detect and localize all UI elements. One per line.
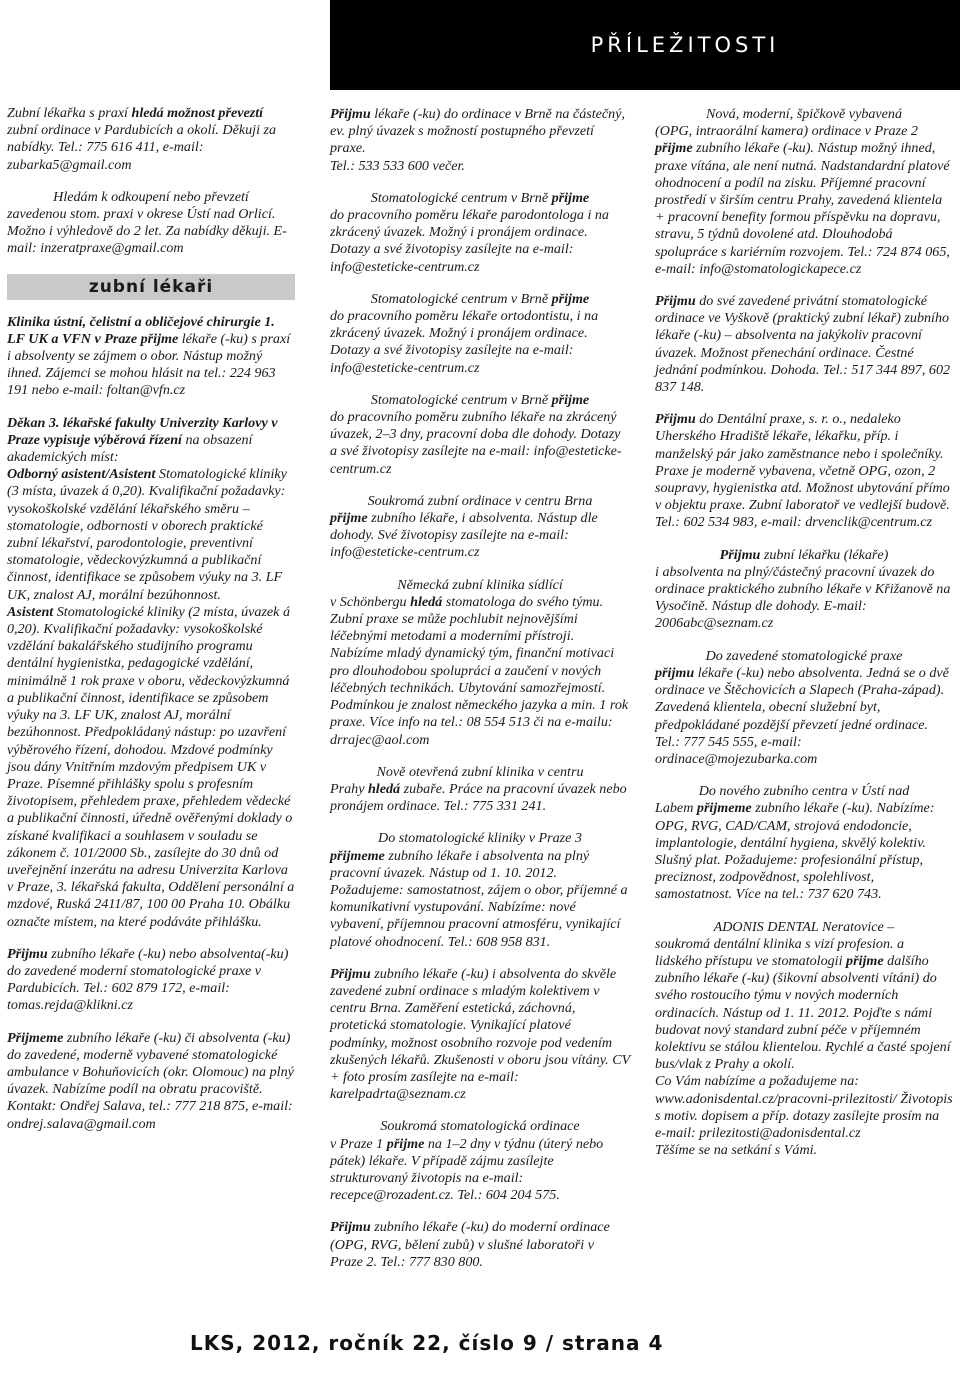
ad-item: Přijmu do své zavedené privátní stomatologické ordinace ve Vyškově (praktický zubní lékař) zubního lékaře (-ku) – absolventa na jakýkoliv pracovní úvazek. Možnost přenechání ordinace. Čestné jednání podmínkou. Dohoda. Tel.: 517 344 897, 602 837 148.	[655, 293, 951, 396]
ad-item: Přijmu do Dentální praxe, s. r. o., nedaleko Uherského Hradiště lékaře, lékařku, příp. i manželský pár jako zaměstnance nebo i společníky. Praxe je moderně vybavena, včetně OPG, ozon, 2 soupravy, hygienistka atd. Možnost ubytování přímo v objektu praxe. Zubní laboratoř ve vedlejší budově. Tel.: 602 534 983, e-mail: drvenclik@centrum.cz	[655, 411, 950, 531]
footer-text: LKS, 2012, ročník 22, číslo 9 / strana 4	[190, 1331, 664, 1355]
ad-item: ADONIS DENTAL Neratovice – soukromá dentální klinika s vizí profesion. a lidského přístupu ve stomatologii přijme dalšího zubního lékaře (-ku) (šikovní absolventi vítáni) do svého rostoucího týmu v nových moderních ordinacích. Nástup od 1. 11. 2012. Pojďte s námi budovat nový standard zubní péče v příjemném kolektivu se stálou klientelou. Rychlé a časté spojení bus/vlak z Prahy a okolí. Co Vám nabízíme a požadujeme na: www.adonisdental.cz/pracovni-prilezitosti/ Životopis s motiv. dopisem a příp. dotazy zasílejte prosím na e-mail: prilezitosti@adonisdental.cz Těšíme se na setkání s Vámi.	[655, 918, 953, 1159]
page-footer	[190, 1331, 790, 1355]
ad-item: Přijmeme zubního lékaře (-ku) či absolventa (-ku) do zavedené, moderně vybavené stomatologické ambulance v Bohuňovicích (okr. Olomouc) na plný úvazek. Nabízíme podíl na obratu pracoviště. Kontakt: Ondřej Salava, tel.: 777 218 875, e-mail: ondrej.salava@gmail.com	[7, 1029, 294, 1132]
ad-item: Nová, moderní, špičkově vybavená (OPG, intraorální kamera) ordinace v Praze 2 přijme zubního lékaře (-ku). Nástup možný ihned, praxe vítána, ale není nutná. Nadstandardní platové ohodnocení a podíl na zisku. Příjemné pracovní prostředí v širším centru Prahy, zavedená klientela + pracovní benefity formou příspěvku na dopravu, stravu, 5 týdnů dovolené atd. Dlouhodobá spolupráce s kariérním rozvojem. Tel.: 724 874 065, e-mail: info@stomatologickapece.cz	[655, 106, 950, 277]
ad-item: Do zavedené stomatologické praxe přijmu lékaře (-ku) nebo absolventa. Jedná se o dvě ordinace ve Štěchovicích a Slapech (Praha-západ). Zavedená klientela, obecní služební byt, předpokládané pozdější převzetí jedné ordinace. Tel.: 777 545 555, e-mail: ordinace@mojezubarka.com	[655, 647, 949, 767]
section-heading: zubní lékaři	[7, 274, 295, 300]
ad-item: Nově otevřená zubní klinika v centru Prahy hledá zubaře. Práce na pracovní úvazek nebo pronájem ordinace. Tel.: 775 331 241.	[330, 763, 627, 815]
ad-item: Stomatologické centrum v Brně přijme do pracovního poměru lékaře parodontologa i na zkrácený úvazek. Možný i pronájem ordinace. Dotazy a své životopisy zasílejte na e-mail: info@esteticke-centrum.cz	[330, 189, 609, 275]
ad-item: Stomatologické centrum v Brně přijme do pracovního poměru zubního lékaře na zkrácený úvazek, 2–3 dny, pracovní doba dle dohody. Dotazy a své životopisy zasílejte na e-mail: info@esteticke-centrum.cz	[330, 391, 622, 477]
column-2	[330, 106, 630, 1286]
ad-item: Zubní lékařka s praxí hledá možnost převeztí zubní ordinace v Pardubicích a okolí. Děkuji za nabídky. Tel.: 775 616 411, e-mail: zubarka5@gmail.com	[7, 105, 277, 173]
column-1	[7, 105, 295, 1148]
ad-item: Přijmu lékaře (-ku) do ordinace v Brně na částečný, ev. plný úvazek s možností postupného převzetí praxe. Tel.: 533 533 600 večer.	[330, 106, 625, 174]
ad-item: Do nového zubního centra v Ústí nad Labem přijmeme zubního lékaře (-ku). Nabízíme: OPG, RVG, CAD/CAM, strojová endodoncie, implantologie, dentální hygiena, skvělý kolektiv. Slušný plat. Požadujeme: profesionální přístup, preciznost, zodpovědnost, spolehlivost, samostatnost. Více na tel.: 737 620 743.	[655, 783, 935, 903]
ad-item: Soukromá zubní ordinace v centru Brna přijme zubního lékaře, i absolventa. Nástup dle dohody. Své životopisy zasílejte na e-mail: info@esteticke-centrum.cz	[330, 492, 598, 561]
ad-item: Přijmu zubního lékaře (-ku) nebo absolventa(-ku) do zavedené moderní stomatologické praxe v Pardubicích. Tel.: 602 879 172, e-mail: tomas.rejda@klikni.cz	[7, 945, 289, 1014]
banner-title: PŘÍLEŽITOSTI	[590, 33, 780, 57]
ad-item: Do stomatologické kliniky v Praze 3 přijmeme zubního lékaře i absolventa na plný pracovní úvazek. Nástup od 1. 10. 2012. Požadujeme: samostatnost, zájem o obor, příjemné a komunikativní vystupování. Nabízíme: nové vybavení, příjemnou pracovní atmosféru, vynikající platové ohodnocení. Tel.: 608 958 831.	[330, 830, 628, 950]
ad-item: Přijmu zubní lékařku (lékaře) i absolventa na plný/částečný pracovní úvazek do ordinace praktického zubního lékaře v Křižanově na Vysočině. Nástup dle dohody. E-mail: 2006abc@seznam.cz	[655, 546, 951, 632]
ad-item: Hledám k odkoupení nebo převzetí zavedenou stom. praxi v okrese Ústí nad Orlicí. Možno i výhledově do 2 let. Za nabídky děkuji. E-mail: inzeratpraxe@gmail.com	[7, 188, 287, 257]
ad-item: Stomatologické centrum v Brně přijme do pracovního poměru lékaře ortodontistu, i na zkrácený úvazek. Možný i pronájem ordinace. Dotazy a své životopisy zasílejte na e-mail: info@esteticke-centrum.cz	[330, 290, 599, 376]
ad-item: Soukromá stomatologická ordinace v Praze 1 přijme na 1–2 dny v týdnu (úterý nebo pátek) lékaře. V případě zájmu zasílejte strukturovaný životopis na e-mail: recepce@rozadent.cz. Tel.: 604 204 575.	[330, 1118, 604, 1204]
ad-item: Děkan 3. lékařské fakulty Univerzity Karlovy v Praze vypisuje výběrová řízení na obsazení akademických míst: Odborný asistent/Asistent Stomatologické kliniky (3 místa, úvazek á 0,20). Kvalifikační požadavky: vysokoškolské vzdělání lékařského směru – stomatologie, odbornosti v oborech praktické zubní lékařství, parodontologie, preventivní stomatologie, vědeckovýzkumná a publikační činnost, identifikace se způsobem výuky na 3. LF UK, znalost AJ, morální bezúhonnost. Asistent Stomatologické kliniky (2 místa, úvazek á 0,20). Kvalifikační požadavky: vysokoškolské vzdělání bakalářského studijního programu dentální hygienistka, pedagogické vzdělání, minimálně 1 rok praxe v oboru, vědeckovýzkumná a publikační činnost, identifikace se způsobem výuky na 3. LF UK, znalost AJ, morální bezúhonnost. Předpokládaný nástup: po uzavření výběrového řízení, dohodou. Mzdové podmínky jsou dány Vnitřním mzdovým předpisem UK v Praze. Písemné přihlášky spolu s profesním životopisem, přehledem praxe, přehledem vědecké a publikační činnosti, úředně ověřenými doklady o získané kvalifikaci a souhlasem v souladu se zákonem č. 101/2000 Sb., zasílejte do 30 dnů od uveřejnění inzerátu na adresu Univerzita Karlova v Praze, 3. lékařská fakulta, Oddělení personální a mzdové, Ruská 2411/87, 100 00 Praha 10. Obálku označte místem, na které podáváte přihlášku.	[7, 414, 295, 930]
ad-item: Přijmu zubního lékaře (-ku) i absolventa do skvěle zavedené zubní ordinace s mladým kolektivem v centru Brna. Zaměření estetická, záchovná, protetická stomatologie. Vynikající platové podmínky, možnost osobního rozvoje pod vedením zkušených lékařů. Zkušenosti v oboru jsou vítány. CV + foto prosím zasílejte na e-mail: karelpadrta@seznam.cz	[330, 965, 630, 1103]
ad-item: Klinika ústní, čelistní a obličejové chirurgie 1. LF UK a VFN v Praze přijme lékaře (-ku) s praxí i absolventy se zájmem o obor. Nástup možný ihned. Zájemci se mohou hlásit na tel.: 224 963 191 nebo e-mail: foltan@vfn.cz	[7, 313, 291, 399]
column-3	[655, 106, 953, 1174]
section-banner	[330, 0, 960, 90]
ad-item: Přijmu zubního lékaře (-ku) do moderní ordinace (OPG, RVG, bělení zubů) v slušné laboratoři v Praze 2. Tel.: 777 830 800.	[330, 1219, 610, 1270]
ad-item: Německá zubní klinika sídlící v Schönbergu hledá stomatologa do svého týmu. Zubní praxe se může pochlubit nejnovějšími léčebnými metodami a moderními přístroji. Nabízíme mladý dynamický tým, finanční motivaci pro dlouhodobou spolupráci a zaučení v nových léčebných technikách. Ubytování samozřejmostí. Podmínkou je znalost německého jazyka a min. 1 rok praxe. Více info na tel.: 08 554 513 či na e-mailu: drrajec@aol.com	[330, 576, 629, 748]
